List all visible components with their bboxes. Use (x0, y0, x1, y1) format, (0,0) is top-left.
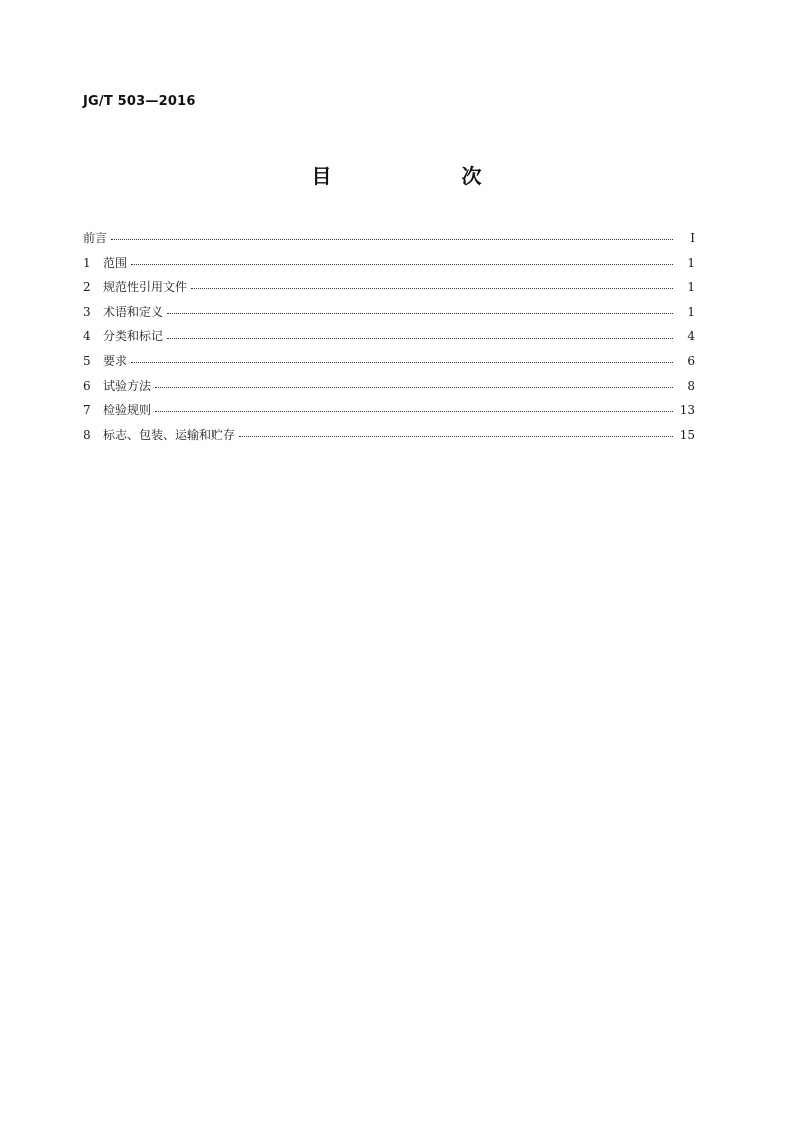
toc-entry-page: 15 (679, 427, 695, 442)
toc-entry-4[interactable] (83, 324, 695, 349)
toc-entry-number: 2 (83, 280, 91, 295)
page-title: 目 次 (311, 164, 512, 188)
toc-entry-2[interactable] (83, 275, 695, 300)
toc-dot-leader (239, 436, 673, 437)
toc-dot-leader (167, 313, 673, 314)
toc-entry-number: 8 (83, 427, 91, 442)
toc-entry-6[interactable] (83, 374, 695, 399)
toc-entry-label: 要求 (103, 353, 128, 368)
toc-entry-label: 试验方法 (103, 378, 152, 393)
toc-dot-leader (155, 411, 673, 412)
toc-entry-page: 6 (687, 353, 695, 368)
toc-dot-leader (131, 264, 673, 265)
toc-entry-label: 检验规则 (103, 403, 152, 418)
toc-entry-number: 5 (83, 353, 91, 368)
toc-entry-label: 标志、包装、运输和贮存 (103, 427, 236, 442)
toc-entry-number: 6 (83, 378, 91, 393)
toc-entry-label: 前言 (83, 231, 108, 245)
toc-entry-page: 1 (687, 255, 695, 270)
toc-entry-page: 1 (687, 304, 695, 319)
toc-entry-page: 1 (687, 280, 695, 295)
toc-entry-5[interactable] (83, 349, 695, 374)
toc-entry-foreword[interactable] (83, 226, 695, 251)
toc-entry-page: 4 (687, 329, 695, 344)
toc-entry-number: 7 (83, 403, 91, 418)
toc-entry-8[interactable] (83, 423, 695, 448)
standard-code: JG/T 503—2016 (83, 94, 196, 109)
toc-entry-label: 术语和定义 (103, 304, 164, 319)
toc-entry-3[interactable] (83, 300, 695, 325)
toc-entry-number: 3 (83, 304, 91, 319)
toc-entry-page: 13 (679, 403, 695, 418)
toc-dot-leader (167, 338, 673, 339)
toc-entry-number: 1 (83, 255, 91, 270)
toc-entry-page: Ⅰ (690, 231, 695, 245)
toc-dot-leader (191, 288, 673, 289)
toc-entry-7[interactable] (83, 398, 695, 423)
toc-entry-label: 分类和标记 (103, 329, 164, 344)
toc-entry-1[interactable] (83, 251, 695, 276)
toc-dot-leader (111, 239, 673, 240)
toc-entry-page: 8 (687, 378, 695, 393)
table-of-contents (83, 226, 695, 447)
toc-entry-number: 4 (83, 329, 91, 344)
toc-dot-leader (155, 387, 673, 388)
toc-entry-label: 规范性引用文件 (103, 280, 188, 295)
toc-dot-leader (131, 362, 673, 363)
toc-entry-label: 范围 (103, 255, 128, 270)
